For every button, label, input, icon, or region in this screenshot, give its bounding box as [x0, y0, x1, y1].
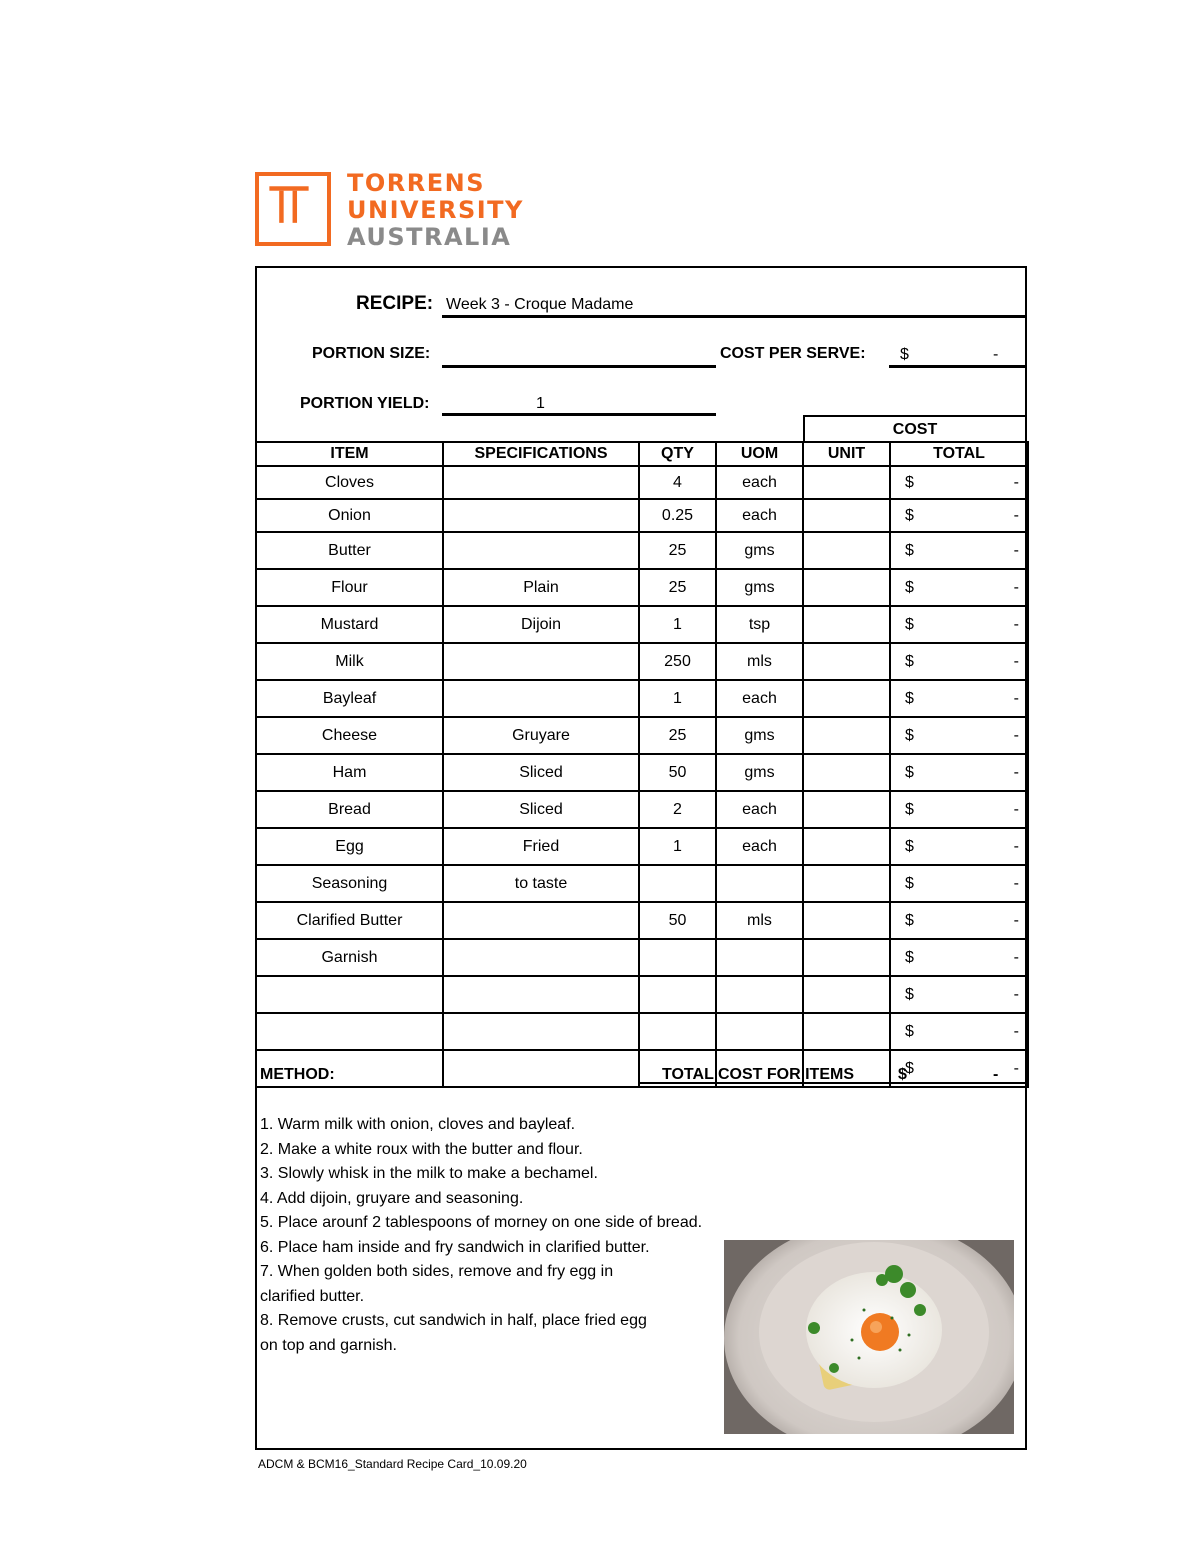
total-cell [890, 532, 1028, 569]
table-row [256, 569, 1028, 606]
total-cell [890, 754, 1028, 791]
total-value: - [1013, 726, 1019, 744]
total-value: - [1013, 689, 1019, 707]
unit-cell[interactable] [803, 791, 890, 828]
item-cell[interactable]: Clarified Butter [256, 902, 443, 939]
portion-yield-label: PORTION YIELD: [300, 395, 430, 412]
total-cell [890, 828, 1028, 865]
total-cell [890, 499, 1028, 532]
column-header-item: ITEM [256, 442, 443, 466]
qty-cell[interactable]: 25 [639, 569, 716, 606]
table-row [256, 1013, 1028, 1050]
qty-cell[interactable]: 250 [639, 643, 716, 680]
total-currency: $ [905, 985, 914, 1003]
qty-cell[interactable]: 2 [639, 791, 716, 828]
table-row [256, 865, 1028, 902]
total-cost-label: TOTAL COST FOR ITEMS [662, 1066, 854, 1083]
cost-group-header: COST [803, 415, 1027, 441]
cost-per-serve-underline [889, 365, 1027, 368]
unit-cell[interactable] [803, 569, 890, 606]
qty-cell[interactable] [639, 976, 716, 1013]
recipe-label: RECIPE: [356, 293, 434, 314]
item-cell[interactable] [256, 1013, 443, 1050]
total-cell [890, 902, 1028, 939]
specification-cell[interactable]: Plain [443, 569, 639, 606]
total-cell [890, 717, 1028, 754]
specification-cell[interactable]: Dijoin [443, 606, 639, 643]
item-cell[interactable]: Egg [256, 828, 443, 865]
method-step: 2. Make a white roux with the butter and flour. [260, 1140, 583, 1158]
ingredients-table [255, 441, 1029, 1088]
item-cell[interactable]: Butter [256, 532, 443, 569]
specification-cell[interactable] [443, 1050, 639, 1087]
total-value: - [1013, 837, 1019, 855]
specification-cell[interactable] [443, 680, 639, 717]
uom-cell[interactable] [716, 939, 803, 976]
table-row [256, 902, 1028, 939]
table-row [256, 939, 1028, 976]
total-value: - [1013, 578, 1019, 596]
specification-cell[interactable] [443, 466, 639, 499]
qty-cell[interactable]: 0.25 [639, 499, 716, 532]
specification-cell[interactable]: Sliced [443, 791, 639, 828]
portion-yield-value[interactable]: 1 [536, 395, 545, 412]
total-cell [890, 939, 1028, 976]
uom-cell[interactable]: each [716, 680, 803, 717]
uom-cell[interactable]: each [716, 828, 803, 865]
ingredients-body [256, 466, 1028, 1087]
portion-size-underline [442, 365, 716, 368]
method-step: on top and garnish. [260, 1336, 397, 1354]
column-header-unit: UNIT [803, 442, 890, 466]
total-value: - [1013, 763, 1019, 781]
total-currency: $ [905, 800, 914, 818]
total-cell [890, 569, 1028, 606]
total-value: - [1013, 985, 1019, 1003]
total-cell [890, 976, 1028, 1013]
unit-cell[interactable] [803, 717, 890, 754]
total-cost-currency: $ [898, 1066, 907, 1083]
table-row [256, 643, 1028, 680]
method-step: 1. Warm milk with onion, cloves and bayleaf. [260, 1116, 576, 1133]
uom-cell[interactable]: mls [716, 643, 803, 680]
total-cell [890, 606, 1028, 643]
total-currency: $ [905, 726, 914, 744]
table-row [256, 754, 1028, 791]
table-row [256, 532, 1028, 569]
column-header-uom: UOM [716, 442, 803, 466]
item-cell[interactable]: Mustard [256, 606, 443, 643]
table-row [256, 606, 1028, 643]
table-row [256, 499, 1028, 532]
total-value: - [1013, 911, 1019, 929]
table-row [256, 466, 1028, 499]
portion-yield-underline [442, 413, 716, 416]
item-cell[interactable]: Bayleaf [256, 680, 443, 717]
total-currency: $ [905, 837, 914, 855]
qty-cell[interactable]: 1 [639, 606, 716, 643]
method-steps [260, 1113, 702, 1358]
unit-cell[interactable] [803, 865, 890, 902]
unit-cell[interactable] [803, 643, 890, 680]
unit-cell[interactable] [803, 976, 890, 1013]
total-currency: $ [905, 473, 914, 491]
item-cell[interactable]: Garnish [256, 939, 443, 976]
method-step: 4. Add dijoin, gruyare and seasoning. [260, 1189, 524, 1207]
cost-per-serve-label: COST PER SERVE: [720, 345, 866, 362]
total-cell [890, 680, 1028, 717]
table-row [256, 717, 1028, 754]
recipe-underline [442, 315, 1027, 318]
uom-cell[interactable]: tsp [716, 606, 803, 643]
unit-cell[interactable] [803, 754, 890, 791]
method-step: 6. Place ham inside and fry sandwich in clarified butter. [260, 1238, 650, 1256]
total-currency: $ [905, 1059, 914, 1077]
total-currency: $ [905, 652, 914, 670]
table-row [256, 680, 1028, 717]
column-header-total: TOTAL [890, 442, 1028, 466]
unit-cell[interactable] [803, 828, 890, 865]
table-row [256, 828, 1028, 865]
total-value: - [1013, 541, 1019, 559]
specification-cell[interactable]: Gruyare [443, 717, 639, 754]
qty-cell[interactable]: 50 [639, 754, 716, 791]
total-value: - [1013, 1022, 1019, 1040]
total-cell [890, 865, 1028, 902]
specification-cell[interactable] [443, 643, 639, 680]
item-cell[interactable]: Flour [256, 569, 443, 606]
total-currency: $ [905, 506, 914, 524]
cost-per-serve-value: - [993, 346, 999, 363]
item-cell[interactable] [256, 976, 443, 1013]
uom-cell[interactable]: gms [716, 569, 803, 606]
recipe-value[interactable]: Week 3 - Croque Madame [446, 296, 634, 313]
specification-cell[interactable] [443, 1013, 639, 1050]
table-row [256, 976, 1028, 1013]
method-step: 3. Slowly whisk in the milk to make a bechamel. [260, 1165, 598, 1182]
item-cell[interactable]: Bread [256, 791, 443, 828]
uom-cell[interactable]: each [716, 466, 803, 499]
qty-cell[interactable] [639, 865, 716, 902]
qty-cell[interactable]: 50 [639, 902, 716, 939]
method-step: 5. Place arounf 2 tablespoons of morney on one side of bread. [260, 1214, 703, 1231]
method-step: 7. When golden both sides, remove and fry egg in [260, 1263, 614, 1280]
column-header-specifications: SPECIFICATIONS [443, 442, 639, 466]
uom-cell[interactable]: gms [716, 532, 803, 569]
uom-cell[interactable]: each [716, 791, 803, 828]
unit-cell[interactable] [803, 939, 890, 976]
qty-cell[interactable] [639, 1013, 716, 1050]
total-currency: $ [905, 689, 914, 707]
specification-cell[interactable]: Fried [443, 828, 639, 865]
qty-cell[interactable] [639, 939, 716, 976]
method-step: 8. Remove crusts, cut sandwich in half, place fried egg [260, 1312, 647, 1329]
qty-cell[interactable]: 25 [639, 532, 716, 569]
unit-cell[interactable] [803, 466, 890, 499]
logo-line-1: TORRENS [347, 169, 485, 197]
total-currency: $ [905, 578, 914, 596]
item-cell[interactable]: Seasoning [256, 865, 443, 902]
uom-cell[interactable] [716, 865, 803, 902]
total-currency: $ [905, 763, 914, 781]
uom-cell[interactable]: mls [716, 902, 803, 939]
logo-wordmark [347, 170, 524, 251]
uom-cell[interactable] [716, 1013, 803, 1050]
item-cell[interactable]: Cheese [256, 717, 443, 754]
specification-cell[interactable] [443, 532, 639, 569]
qty-cell[interactable]: 25 [639, 717, 716, 754]
total-value: - [1013, 473, 1019, 491]
specification-cell[interactable] [443, 499, 639, 532]
unit-cell[interactable] [803, 606, 890, 643]
item-cell[interactable]: Milk [256, 643, 443, 680]
total-value: - [1013, 874, 1019, 892]
total-currency: $ [905, 874, 914, 892]
total-currency: $ [905, 541, 914, 559]
specification-cell[interactable]: Sliced [443, 754, 639, 791]
qty-cell[interactable]: 1 [639, 828, 716, 865]
method-label: METHOD: [260, 1066, 335, 1083]
unit-cell[interactable] [803, 1013, 890, 1050]
logo-line-3: AUSTRALIA [347, 223, 512, 251]
total-value: - [1013, 948, 1019, 966]
uom-cell[interactable]: gms [716, 754, 803, 791]
specification-cell[interactable] [443, 902, 639, 939]
total-value: - [1013, 800, 1019, 818]
uom-cell[interactable]: each [716, 499, 803, 532]
logo-t-icon [255, 172, 323, 238]
method-step: clarified butter. [260, 1287, 365, 1305]
total-currency: $ [905, 615, 914, 633]
portion-size-label: PORTION SIZE: [312, 345, 431, 362]
specification-cell[interactable]: to taste [443, 865, 639, 902]
specification-cell[interactable] [443, 976, 639, 1013]
unit-cell[interactable] [803, 902, 890, 939]
total-currency: $ [905, 1022, 914, 1040]
total-value: - [1013, 1059, 1019, 1077]
qty-cell[interactable]: 4 [639, 466, 716, 499]
item-cell[interactable]: Onion [256, 499, 443, 532]
unit-cell[interactable] [803, 499, 890, 532]
total-value: - [1013, 615, 1019, 633]
uom-cell[interactable]: gms [716, 717, 803, 754]
unit-cell[interactable] [803, 532, 890, 569]
total-value: - [1013, 652, 1019, 670]
table-header-row [256, 442, 1028, 466]
total-cell [890, 466, 1028, 499]
uom-cell[interactable] [716, 976, 803, 1013]
total-cost-value: - [993, 1066, 999, 1083]
cost-per-serve-currency: $ [900, 346, 909, 363]
unit-cell[interactable] [803, 680, 890, 717]
qty-cell[interactable]: 1 [639, 680, 716, 717]
total-value: - [1013, 506, 1019, 524]
table-row [256, 791, 1028, 828]
dish-photo [724, 1240, 1014, 1434]
total-currency: $ [905, 948, 914, 966]
total-cell [890, 643, 1028, 680]
document-footer: ADCM & BCM16_Standard Recipe Card_10.09.20 [258, 1457, 527, 1471]
total-cell [890, 1013, 1028, 1050]
specification-cell[interactable] [443, 939, 639, 976]
item-cell[interactable]: Ham [256, 754, 443, 791]
total-currency: $ [905, 911, 914, 929]
logo-line-2: UNIVERSITY [347, 196, 524, 224]
item-cell[interactable]: Cloves [256, 466, 443, 499]
column-header-qty: QTY [639, 442, 716, 466]
total-cell [890, 791, 1028, 828]
